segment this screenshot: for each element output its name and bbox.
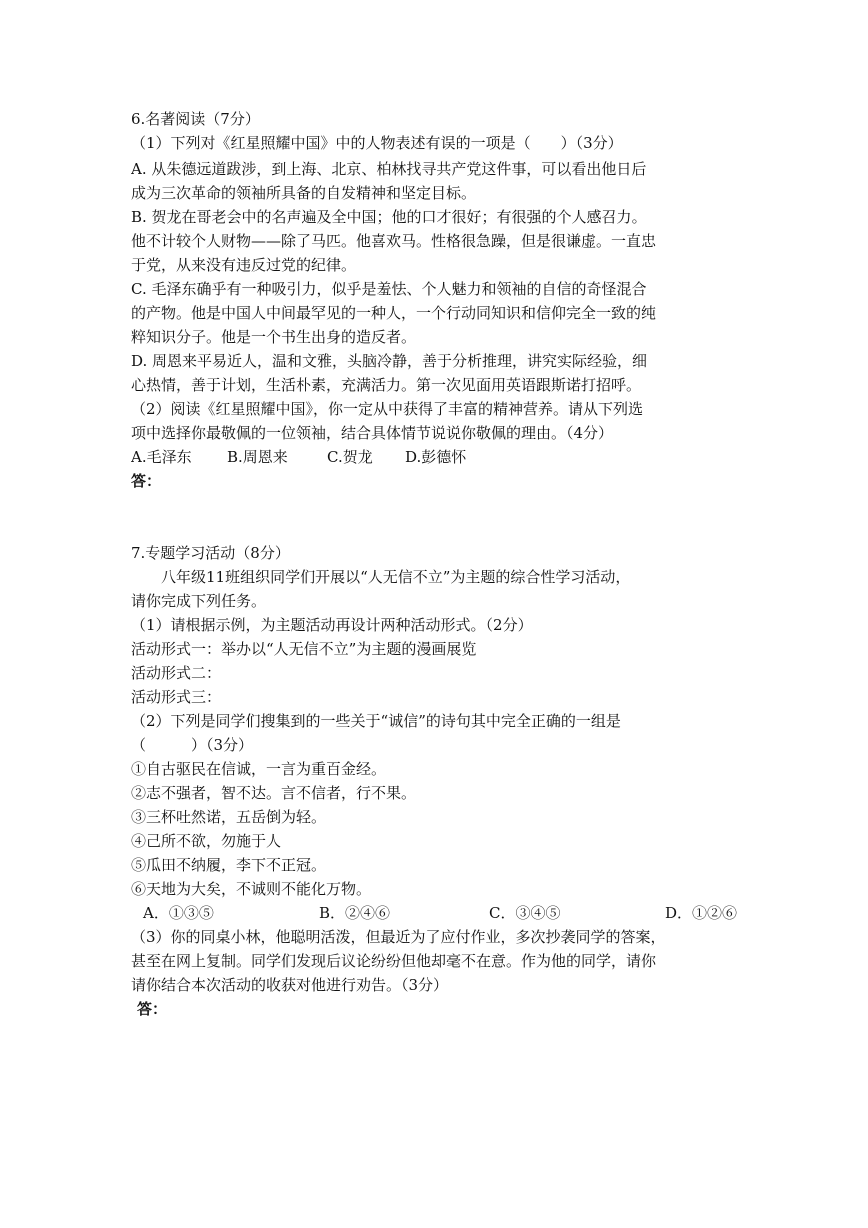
q7-sub3-line: 甚至在网上复制。同学们发现后议论纷纷但他却毫不在意。作为他的同学，请你 [131, 952, 657, 970]
q7-verse: ④己所不欲，勿施于人 [131, 832, 282, 850]
q7-sub2-prompt: （ ）（3分） [131, 736, 254, 754]
q6-sub1-line: B. 贺龙在哥老会中的名声遍及全中国；他的口才很好；有很强的个人感召力。 [131, 208, 647, 226]
q6-option-c: C.贺龙 [327, 448, 373, 466]
q7-choice-b: B．②④⑥ [319, 904, 391, 922]
q7-verse: ③三杯吐然诺，五岳倒为轻。 [131, 808, 327, 826]
q6-sub1-line: C. 毛泽东确乎有一种吸引力，似乎是羞怯、个人魅力和领袖的自信的奇怪混合 [131, 280, 647, 298]
q7-verse: ①自古驱民在信诚，一言为重百金经。 [131, 760, 387, 778]
q6-sub1-line: 的产物。他是中国人中间最罕见的一种人，一个行动同知识和信仰完全一致的纯 [131, 304, 657, 322]
q7-choice-c: C．③④⑤ [489, 904, 561, 922]
q7-verse: ②志不强者，智不达。言不信者，行不果。 [131, 784, 417, 802]
q7-verse: ⑤瓜田不纳履，李下不正冠。 [131, 856, 327, 874]
q7-activity-form: 活动形式三： [131, 688, 222, 706]
q7-answer-label: 答： [137, 1000, 168, 1018]
q6-sub1-prompt-pre: （1）下列对《红星照耀中国》中的人物表述 [131, 134, 426, 152]
q6-sub1-prompt-post: 的一项是（ ）（3分） [455, 134, 623, 152]
q6-sub1-prompt [131, 132, 771, 154]
q7-sub2-prompt: （2）下列是同学们搜集到的一些关于“诚信”的诗句其中完全正确的一组是 [131, 712, 621, 730]
q6-title: 6.名著阅读（7分） [131, 110, 260, 128]
q6-sub1-line: 于党，从来没有违反过党的纪律。 [131, 256, 357, 274]
q7-intro-line: 请你完成下列任务。 [131, 592, 267, 610]
q7-choice-a: A．①③⑤ [143, 904, 214, 922]
q6-sub2-options [131, 446, 771, 468]
q6-sub1-emphasis-1: 有 [425, 134, 441, 152]
q7-sub1-prompt: （1）请根据示例，为主题活动再设计两种活动形式。（2分） [131, 616, 533, 634]
q6-sub1-line: A. 从朱德远道跋涉，到上海、北京、柏林找寻共产党这件事，可以看出他日后 [131, 160, 647, 178]
q6-sub1-line: 他不计较个人财物——除了马匹。他喜欢马。性格很急躁，但是很谦虚。一直忠 [131, 232, 657, 250]
q6-sub1-line: 心热情，善于计划，生活朴素，充满活力。第一次见面用英语跟斯诺打招呼。 [131, 376, 642, 394]
q6-sub1-line: 粹知识分子。他是一个书生出身的造反者。 [131, 328, 417, 346]
q6-sub1-line: D. 周恩来平易近人，温和文雅，头脑冷静，善于分析推理，讲究实际经验，细 [131, 352, 648, 370]
q6-option-b: B.周恩来 [227, 448, 288, 466]
q6-answer-label: 答： [131, 472, 162, 490]
q6-sub2-line: （2）阅读《红星照耀中国》，你一定从中获得了丰富的精神营养。请从下列选 [131, 400, 644, 418]
q6-option-d: D.彭德怀 [405, 448, 467, 466]
q7-sub3-line: （3）你的同桌小林，他聪明活泼，但最近为了应付作业，多次抄袭同学的答案， [131, 928, 666, 946]
q7-sub3-line: 请你结合本次活动的收获对他进行劝告。（3分） [131, 976, 449, 994]
q6-option-a: A.毛泽东 [131, 448, 192, 466]
q6-sub1-line: 成为三次革命的领袖所具备的自发精神和坚定目标。 [131, 184, 477, 202]
q6-sub1-emphasis-2: 误 [440, 134, 456, 152]
q7-choice-d: D．①②⑥ [665, 904, 738, 922]
q7-title: 7.专题学习活动（8分） [131, 544, 290, 562]
q7-sub2-choices [131, 902, 771, 924]
q7-activity-form: 活动形式一：举办以“人无信不立”为主题的漫画展览 [131, 640, 477, 658]
q7-intro-line: 八年级11班组织同学们开展以“人无信不立”为主题的综合性学习活动， [131, 568, 631, 586]
q7-verse: ⑥天地为大矣，不诚则不能化万物。 [131, 880, 372, 898]
q6-sub2-line: 项中选择你最敬佩的一位领袖，结合具体情节说说你敬佩的理由。（4分） [131, 424, 614, 442]
q7-activity-form: 活动形式二： [131, 664, 222, 682]
